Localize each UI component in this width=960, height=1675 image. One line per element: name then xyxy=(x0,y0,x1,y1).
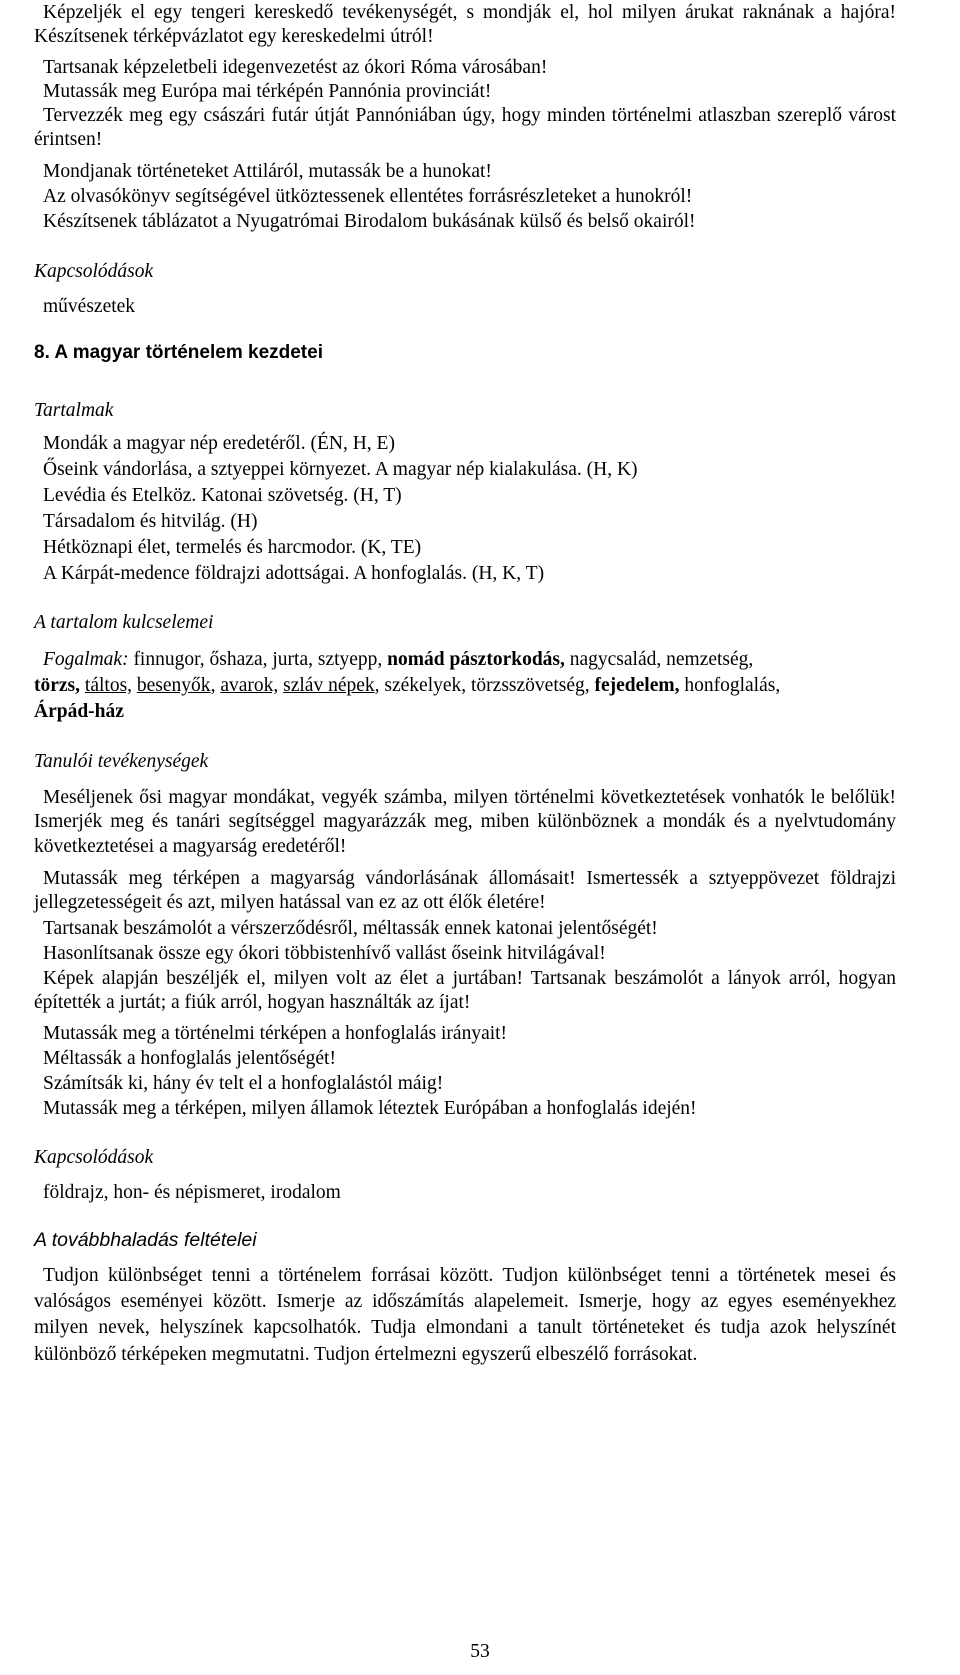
activity-courier-route: Tervezzék meg egy császári futár útját Pannóniában úgy, hogy minden történelmi atlaszban szereplő várost érintsen! xyxy=(34,105,896,151)
kulcselemek-label: A tartalom kulcselemei xyxy=(34,612,214,633)
fogalmak-line-2: törzs, táltos, besenyők, avarok, szláv népek, székelyek, törzsszövetség, fejedelem, honfoglalás, xyxy=(34,675,781,696)
activity-jelentoseg: Méltassák a honfoglalás jelentőségét! xyxy=(43,1048,336,1069)
tovabbhaladas-label: A továbbhaladás feltételei xyxy=(34,1229,257,1251)
kapcsolodasok-value-top: művészetek xyxy=(43,296,136,317)
term-underlined: szláv népek xyxy=(283,675,375,696)
activity-jurta: Képek alapján beszéljék el, milyen volt az élet a jurtában! Tartsanak beszámolót a lányok arról, hogyan építették a jurtát; a fiúk arról, hogyan használták az íjat! xyxy=(34,968,896,1014)
activity-vandorlas: Mutassák meg térképen a magyarság vándorlásának állomásait! Ismertessék a sztyeppövezet földrajzi jellegzetességeit és azt, milyen hatással van ez az ott élők életére! xyxy=(34,868,896,914)
section-8-title: 8. A magyar történelem kezdetei xyxy=(34,342,323,363)
term-underlined: táltos, xyxy=(84,675,133,696)
activity-attila: Mondjanak történeteket Attiláról, mutassák be a hunokat! xyxy=(43,161,492,182)
tartalom-item: Társadalom és hitvilág. (H) xyxy=(43,511,258,532)
fogalmak-line-1: Fogalmak: finnugor, őshaza, jurta, sztyepp, nomád pásztorkodás, nagycsalád, nemzetség, xyxy=(43,649,754,670)
term-underlined: besenyők xyxy=(136,675,211,696)
tanuloi-label: Tanulói tevékenységek xyxy=(34,751,209,772)
activity-mondak: Meséljenek ősi magyar mondákat, vegyék számba, milyen történelmi következtetések vonhatók le belőlük! Ismerjék meg és tanári segítséggel magyarázzák meg, miben különböznek a mondák és a nyelvtudomány következtetései a magyarság eredetéről! xyxy=(34,787,896,857)
tartalom-item: Hétköznapi élet, termelés és harcmodor. (K, TE) xyxy=(43,537,422,558)
term-bold: nomád pásztorkodás, xyxy=(387,649,565,670)
activity-huns-sources: Az olvasókönyv segítségével ütköztessenek ellentétes forrásrészleteket a hunokról! xyxy=(43,186,693,207)
term-bold: törzs, xyxy=(34,675,81,696)
kapcsolodasok-label: Kapcsolódások xyxy=(34,1147,154,1168)
activity-honfoglalas-iranyai: Mutassák meg a történelmi térképen a honfoglalás irányait! xyxy=(43,1023,508,1044)
activity-rome-tour: Tartsanak képzeletbeli idegenvezetést az ókori Róma városában! xyxy=(43,57,548,78)
tovabbhaladas-text: Tudjon különbséget tenni a történelem forrásai között. Tudjon különbséget tenni a történetek mesei és valóságos eseményei között. Ismerje az időszámítás alapelemeit. Ismerje, hogy az egyes eseményekhez milyen nevek, helyszínek kapcsolhatók. Tudja elmondani a tanult történeteket és tudja azok helyszínét különböző térképeken megmutatni. Tudjon értelmezni egyszerű elbeszélő forrásokat. xyxy=(34,1265,896,1365)
activity-verszerzodes: Tartsanak beszámolót a vérszerződésről, méltassák ennek katonai jelentőségét! xyxy=(43,918,658,939)
activity-pannonia-map: Mutassák meg Európa mai térképén Pannónia provinciát! xyxy=(43,81,492,102)
activity-allamok: Mutassák meg a térképen, milyen államok léteztek Európában a honfoglalás idején! xyxy=(43,1098,697,1119)
kapcsolodasok-label-top: Kapcsolódások xyxy=(34,261,154,282)
term-bold: fejedelem, xyxy=(594,675,680,696)
page-number: 53 xyxy=(470,1641,490,1662)
activity-ev-szamitas: Számítsák ki, hány év telt el a honfoglalástól máig! xyxy=(43,1073,444,1094)
tartalom-item: A Kárpát-medence földrajzi adottságai. A honfoglalás. (H, K, T) xyxy=(43,563,545,584)
tartalmak-label: Tartalmak xyxy=(34,400,114,421)
tartalom-item: Mondák a magyar nép eredetéről. (ÉN, H, E) xyxy=(43,433,395,454)
activity-table-rome: Készítsenek táblázatot a Nyugatrómai Birodalom bukásának külső és belső okairól! xyxy=(43,211,696,232)
fogalmak-label: Fogalmak: xyxy=(43,649,129,670)
activity-hitvilag: Hasonlítsanak össze egy ókori többistenhívő vallást őseink hitvilágával! xyxy=(43,943,606,964)
tartalom-item: Levédia és Etelköz. Katonai szövetség. (H, T) xyxy=(43,485,402,506)
tartalom-item: Őseink vándorlása, a sztyeppei környezet. A magyar nép kialakulása. (H, K) xyxy=(43,459,638,480)
term-bold: Árpád-ház xyxy=(34,701,124,722)
activity-merchant: Képzeljék el egy tengeri kereskedő tevékenységét, s mondják el, hol milyen árukat raknának a hajóra! Készítsenek térképvázlatot egy kereskedelmi útról! xyxy=(34,2,896,48)
term-underlined: avarok, xyxy=(220,675,279,696)
kapcsolodasok-value: földrajz, hon- és népismeret, irodalom xyxy=(43,1182,341,1203)
